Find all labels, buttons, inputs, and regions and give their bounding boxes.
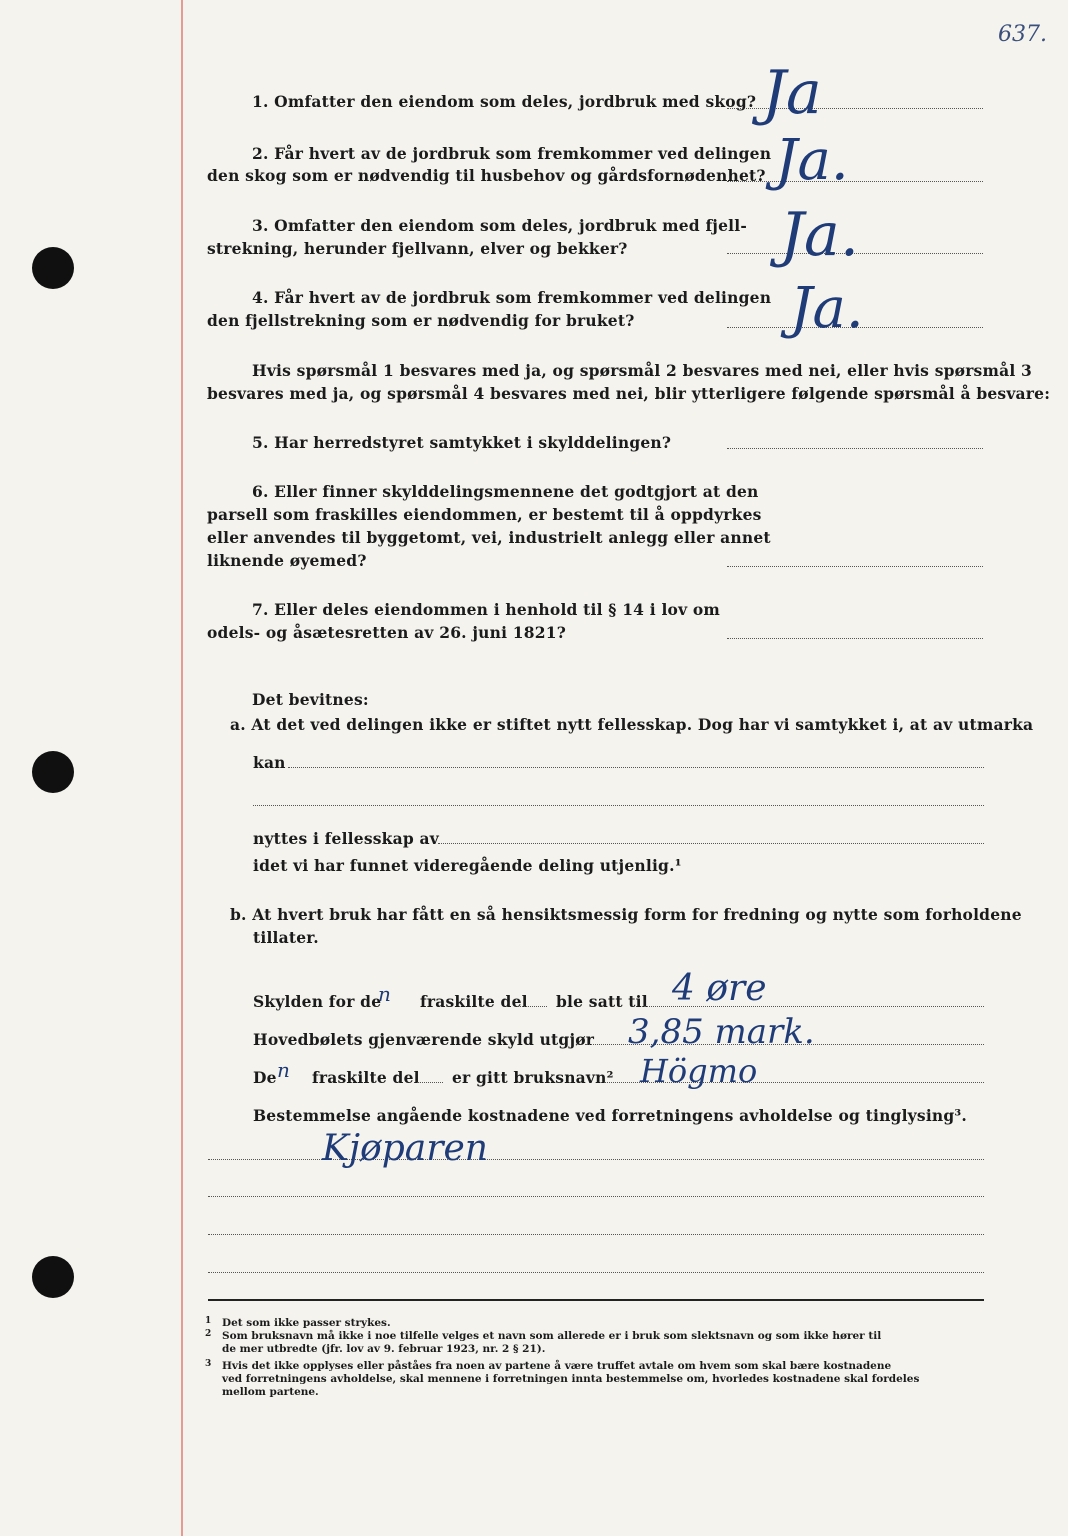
footnote-3-line-1: Hvis det ikke opplyses eller påståes fra noen av partene å være truffet avtale om hvem som skal bære kostnadene (222, 1360, 892, 1372)
skyld-mark-n: n (378, 982, 391, 1006)
attestation-a-kan: kan (253, 753, 286, 772)
question-7-line-1: 7. Eller deles eiendommen i henhold til § 14 i lov om (252, 600, 721, 619)
bruksnavn-label-b: fraskilte del (312, 1068, 420, 1087)
condition-line-2: besvares med ja, og spørsmål 4 besvares med nei, blir ytterligere følgende spørsmål å besvare: (207, 384, 1051, 403)
bruksnavn-dots (417, 1082, 443, 1083)
bruksnavn-mark-n: n (277, 1058, 290, 1082)
bruksnavn-label-a: De (253, 1068, 277, 1087)
condition-line-1: Hvis spørsmål 1 besvares med ja, og spørsmål 2 besvares med nei, eller hvis spørsmål 3 (252, 361, 1032, 380)
answer-line-2 (727, 181, 983, 182)
footnote-1-marker: 1 (205, 1316, 212, 1326)
footnote-3-marker: 3 (205, 1359, 212, 1369)
bruksnavn-value: Högmo (640, 1052, 758, 1090)
utmark-line-2 (253, 805, 984, 806)
margin-rule (181, 0, 183, 1536)
attestation-heading: Det bevitnes: (252, 690, 369, 709)
question-2-line-2: den skog som er nødvendig til husbehov og gårdsfornødenhet? (207, 166, 766, 185)
bruksnavn-label-c: er gitt bruksnavn² (452, 1068, 614, 1087)
footnote-1: Det som ikke passer strykes. (222, 1317, 391, 1329)
skyld-label-c: ble satt til (556, 992, 648, 1011)
punch-hole-top (32, 247, 74, 289)
attestation-a-nyttes: nyttes i fellesskap av (253, 829, 439, 848)
costs-line-4 (208, 1272, 984, 1273)
footnote-2-line-1: Som bruksnavn må ikke i noe tilfelle velges et navn som allerede er i bruk som slektsnavn og som ikke hører til (222, 1330, 882, 1342)
attestation-a-line-1: a. At det ved delingen ikke er stiftet nytt fellesskap. Dog har vi samtykket i, at av utmarka (230, 715, 1034, 734)
question-5: 5. Har herredstyret samtykket i skylddelingen? (252, 433, 672, 452)
skyld-label-a: Skylden for de (253, 992, 382, 1011)
footnote-2-line-2: de mer utbredte (jfr. lov av 9. februar 1923, nr. 2 § 21). (222, 1343, 546, 1355)
answer-3: Ja. (780, 200, 859, 270)
answer-line-5 (727, 448, 983, 449)
costs-label: Bestemmelse angående kostnadene ved forretningens avholdelse og tinglysing³. (253, 1106, 967, 1125)
answer-4: Ja. (790, 276, 864, 341)
punch-hole-bottom (32, 1256, 74, 1298)
question-7-line-2: odels- og åsætesretten av 26. juni 1821? (207, 623, 567, 642)
costs-value: Kjøparen (322, 1128, 488, 1169)
answer-1: Ja (762, 58, 822, 128)
question-4-line-1: 4. Får hvert av de jordbruk som fremkommer ved delingen (252, 288, 772, 307)
hovedbol-value: 3,85 mark. (628, 1012, 815, 1052)
punch-hole-middle (32, 751, 74, 793)
question-3-line-1: 3. Omfatter den eiendom som deles, jordbruk med fjell- (252, 216, 747, 235)
question-4-line-2: den fjellstrekning som er nødvendig for bruket? (207, 311, 635, 330)
attestation-b-line-1: b. At hvert bruk har fått en så hensiktsmessig form for fredning og nytte som forholdene (230, 905, 1022, 924)
costs-line-2 (208, 1196, 984, 1197)
page-number: 637. (998, 22, 1047, 47)
footnote-2-marker: 2 (205, 1329, 212, 1339)
question-6-line-3: eller anvendes til byggetomt, vei, industrielt anlegg eller annet (207, 528, 771, 547)
costs-line-3 (208, 1234, 984, 1235)
question-6-line-1: 6. Eller finner skylddelingsmennene det godtgjort at den (252, 482, 759, 501)
utmark-line-1 (288, 767, 984, 768)
question-6-line-2: parsell som fraskilles eiendommen, er bestemt til å oppdyrkes (207, 505, 762, 524)
footnote-3-line-2: ved forretningens avholdelse, skal mennene i forretningen innta bestemmelse om, hvorledes kostnadene skal fordeles (222, 1373, 920, 1385)
hovedbol-label: Hovedbølets gjenværende skyld utgjør (253, 1030, 595, 1049)
attestation-b-line-2: tillater. (253, 928, 319, 947)
answer-2: Ja. (775, 128, 849, 193)
attestation-a-idet: idet vi har funnet videregående deling utjenlig.¹ (253, 856, 682, 875)
question-2-line-1: 2. Får hvert av de jordbruk som fremkommer ved delingen (252, 144, 772, 163)
question-3-line-2: strekning, herunder fjellvann, elver og bekker? (207, 239, 628, 258)
question-6-line-4: liknende øyemed? (207, 551, 367, 570)
skyld-dots-1 (517, 1006, 547, 1007)
answer-line-6 (727, 566, 983, 567)
footnote-rule (208, 1299, 984, 1301)
skyld-label-b: fraskilte del (420, 992, 528, 1011)
question-1: 1. Omfatter den eiendom som deles, jordbruk med skog? (252, 92, 757, 111)
skyld-value: 4 øre (672, 968, 767, 1009)
footnote-3-line-3: mellom partene. (222, 1386, 319, 1398)
fellesskap-line (438, 843, 984, 844)
answer-line-7 (727, 638, 983, 639)
